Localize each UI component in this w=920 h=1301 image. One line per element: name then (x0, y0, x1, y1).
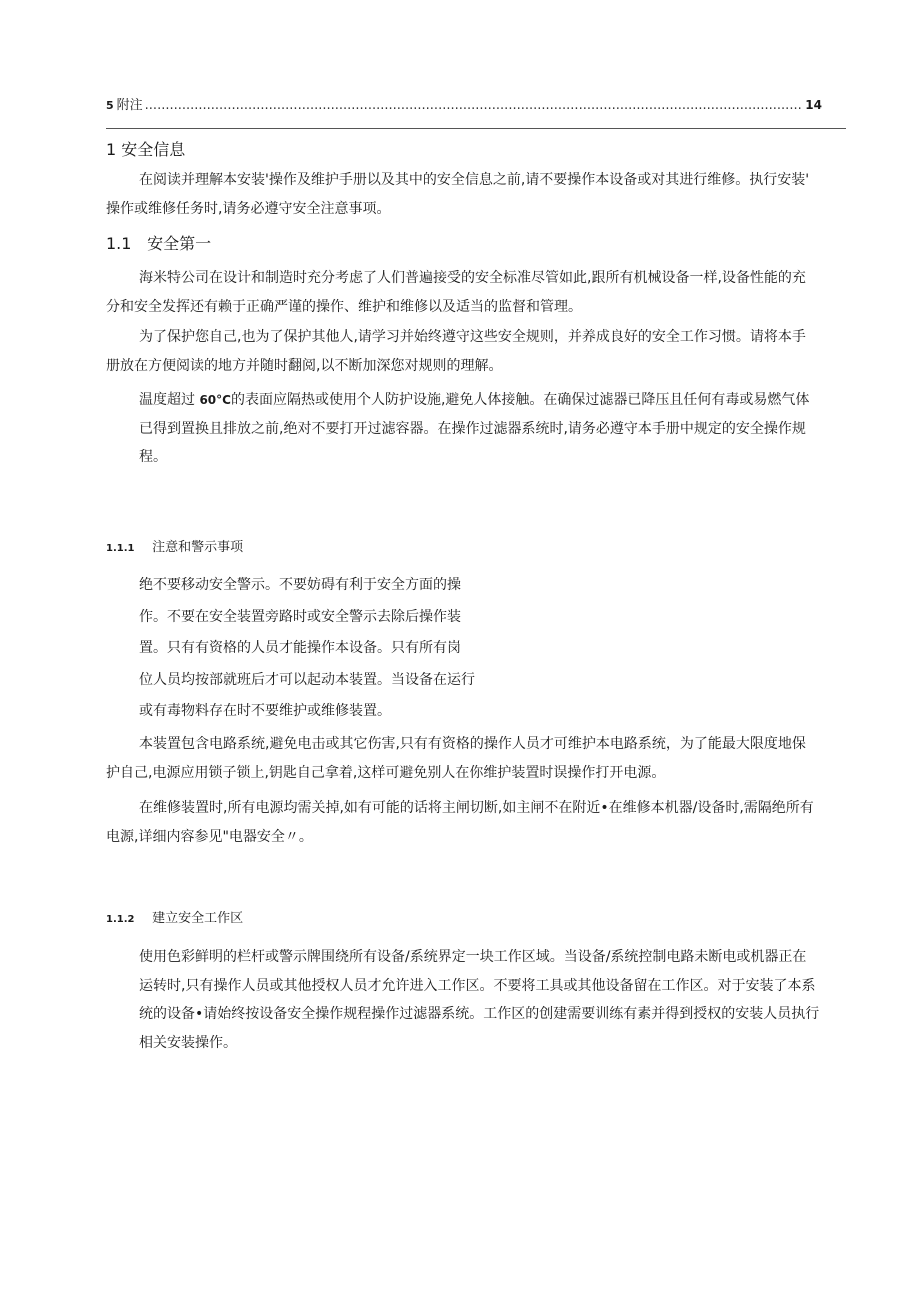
s111-p2-line-1: 本装置包含电路系统,避免电击或其它伤害,只有有资格的操作人员才可维护本电路系统，为了能最大限度地保 (139, 736, 806, 752)
section-1-1-title: 安全第一 (147, 234, 212, 253)
section-1-1-1-title: 注意和警示事项 (152, 540, 244, 555)
section-1-1-2-heading (106, 907, 243, 926)
s112-p1-line-2: 运转时,只有操作人员或其他授权人员才允许进入工作区。不要将工具或其他设备留在工作区。对于安装了本系 (139, 977, 816, 994)
safety-first-paragraph-2 (106, 323, 846, 380)
s111-p1-line-4: 位人员均按部就班后才可以起动本装置。当设备在运行 (139, 671, 475, 688)
toc-leader-dots (145, 98, 804, 113)
section-1-title: 安全信息 (121, 140, 186, 159)
section-1-1-number: 1.1 (106, 234, 132, 253)
section-1-1-2-number: 1.1.2 (106, 914, 135, 925)
work-zone-paragraph (139, 943, 846, 1057)
warnings-paragraph-2 (106, 730, 846, 787)
safety-first-paragraph-1 (106, 264, 846, 321)
s112-p1-line-3: 统的设备•请始终按设备安全操作规程操作过滤器系统。工作区的创建需要训练有素并得到授权的安装人员执行 (139, 1006, 820, 1022)
temperature-value: 60°C (199, 393, 231, 407)
s11-p3-line-1 (139, 386, 846, 415)
s11-p3-line-2: 已得到置换且排放之前,绝对不要打开过滤容器。在操作过滤器系统时,请务必遵守本手册中规定的安全操作规 (139, 420, 806, 437)
header-divider (106, 128, 846, 129)
warnings-paragraph-3 (106, 794, 846, 851)
warnings-paragraph-1 (139, 570, 519, 728)
s11-p2-line-1: 为了保护您自己,也为了保护其他人,请学习并始终遵守这些安全规则，并养成良好的安全工作习惯。请将本手 (139, 329, 806, 345)
section-1-1-1-heading (106, 536, 243, 555)
section-1-number: 1 (106, 140, 117, 159)
s11-p2-line-2: 册放在方便阅读的地方并随时翻阅,以不断加深您对规则的理解。 (106, 357, 503, 374)
section-1-1-2-title: 建立安全工作区 (152, 911, 244, 926)
toc-label: 附注 (116, 98, 143, 113)
s111-p1-line-1: 绝不要移动安全警示。不要妨碍有利于安全方面的操 (139, 577, 461, 593)
s11-p1-line-1: 海米特公司在设计和制造时充分考虑了人们普遍接受的安全标准尽管如此,跟所有机械设备一样,设备性能的充 (139, 270, 806, 286)
s111-p2-line-2: 护自己,电源应用锁子锁上,钥匙自己拿着,这样可避免别人在你维护装置时误操作打开电源。 (106, 764, 666, 781)
s112-p1-line-1: 使用色彩鲜明的栏杆或警示牌围绕所有设备/系统界定一块工作区域。当设备/系统控制电路未断电或机器正在 (139, 949, 807, 965)
s11-p3-pre: 温度超过 (139, 392, 195, 408)
intro-paragraph (106, 166, 846, 223)
toc-entry[interactable] (106, 94, 822, 113)
section-1-heading (106, 137, 185, 160)
s112-p1-line-4: 相关安装操作。 (139, 1034, 237, 1051)
s11-p1-line-2: 分和安全发挥还有赖于正确严谨的操作、维护和维修以及适当的监督和管理。 (106, 298, 582, 315)
section-1-1-1-number: 1.1.1 (106, 543, 135, 554)
toc-page-number: 14 (805, 98, 822, 112)
section-1-1-heading (106, 231, 211, 254)
s111-p1-line-5: 或有毒物料存在时不要维护或维修装置。 (139, 703, 391, 719)
toc-number: 5 (106, 99, 114, 112)
safety-first-paragraph-3 (139, 386, 846, 472)
s111-p3-line-1: 在维修装置时,所有电源均需关掉,如有可能的话将主闸切断,如主闸不在附近•在维修本机器/设备时,需隔绝所有 (139, 800, 814, 816)
s11-p3-post: 的表面应隔热或使用个人防护设施,避免人体接触。在确保过滤器已降压且任何有毒或易燃气体 (230, 392, 810, 408)
s111-p1-line-3: 置。只有有资格的人员才能操作本设备。只有所有岗 (139, 640, 461, 656)
s111-p3-line-2: 电源,详细内容参见"电器安全〃。 (106, 828, 313, 845)
intro-line-1: 在阅读并理解本安装'操作及维护手册以及其中的安全信息之前,请不要操作本设备或对其进行维修。执行安装' (139, 172, 810, 188)
s111-p1-line-2: 作。不要在安全装置旁路时或安全警示去除后操作装 (139, 608, 461, 625)
intro-line-2: 操作或维修任务时,请务必遵守安全注意事项。 (106, 200, 391, 217)
s11-p3-line-3: 程。 (139, 449, 167, 465)
